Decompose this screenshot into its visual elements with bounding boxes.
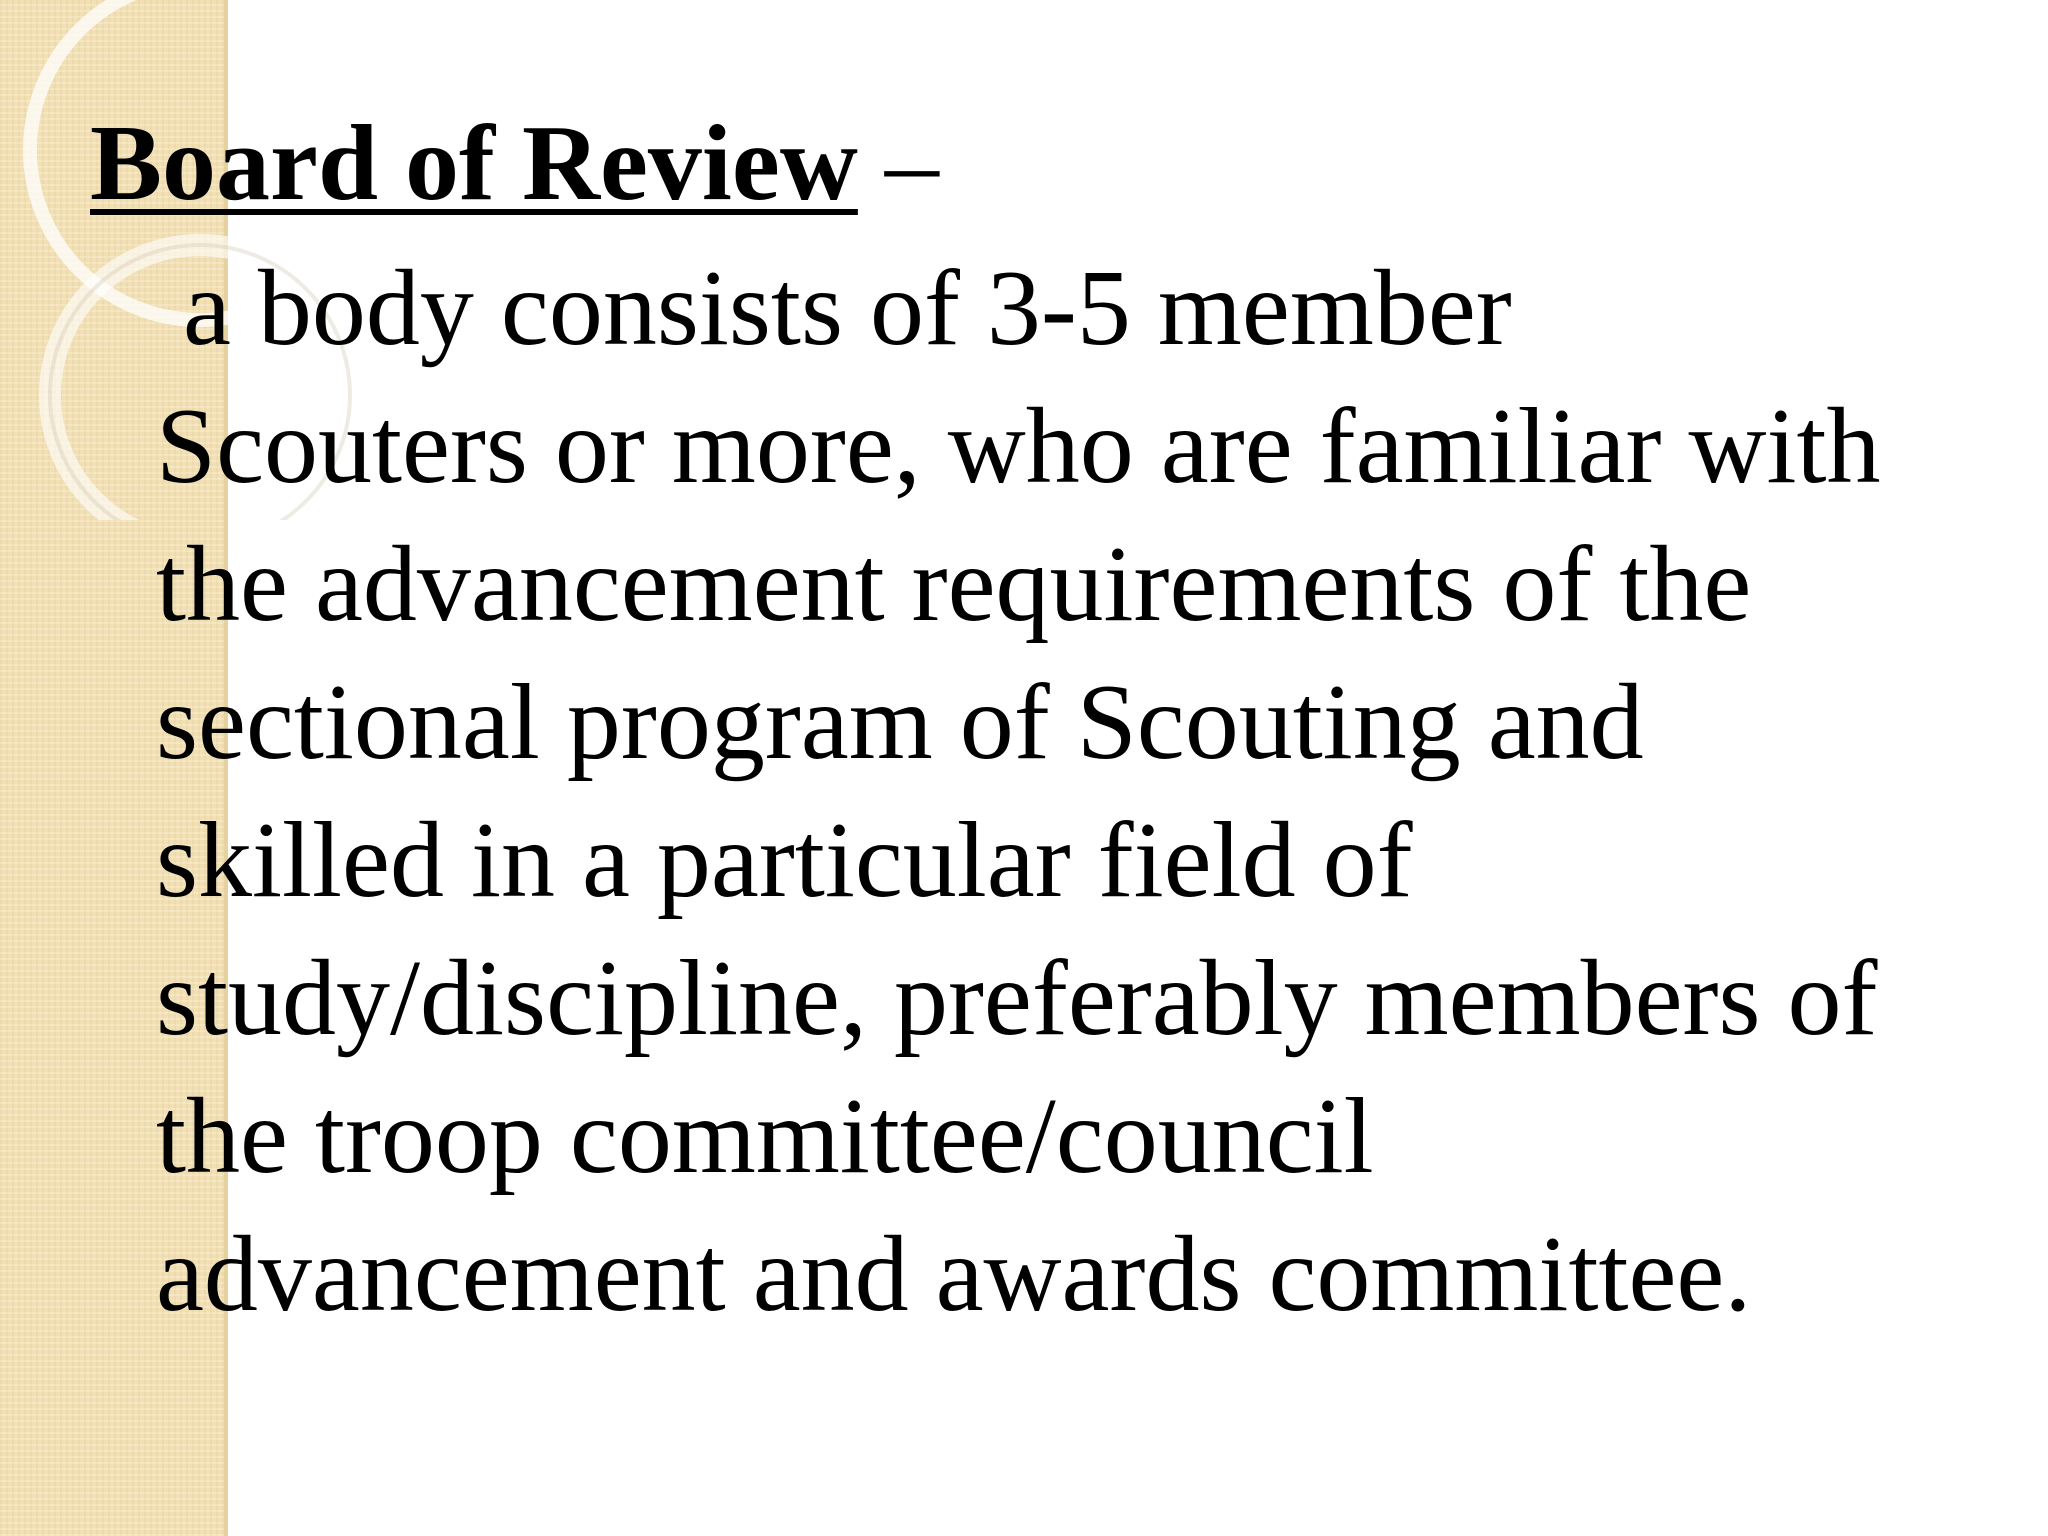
definition-heading — [90, 100, 2010, 228]
definition-line: Scouters or more, who are familiar with — [156, 387, 1881, 506]
definition-body — [156, 240, 2026, 1344]
definition-term: Board of Review — [90, 104, 858, 223]
definition-line: the troop committee/council — [156, 1077, 1374, 1196]
definition-line: advancement and awards committee. — [156, 1215, 1752, 1334]
definition-line: study/discipline, preferably members of — [156, 939, 1878, 1058]
term-separator: – — [857, 104, 939, 223]
definition-line: a body consists of 3-5 member — [156, 249, 1512, 368]
definition-line: the advancement requirements of the — [156, 525, 1752, 644]
slide-content — [90, 100, 2010, 1344]
definition-line: sectional program of Scouting and — [156, 663, 1644, 782]
definition-line: skilled in a particular field of — [156, 801, 1413, 920]
